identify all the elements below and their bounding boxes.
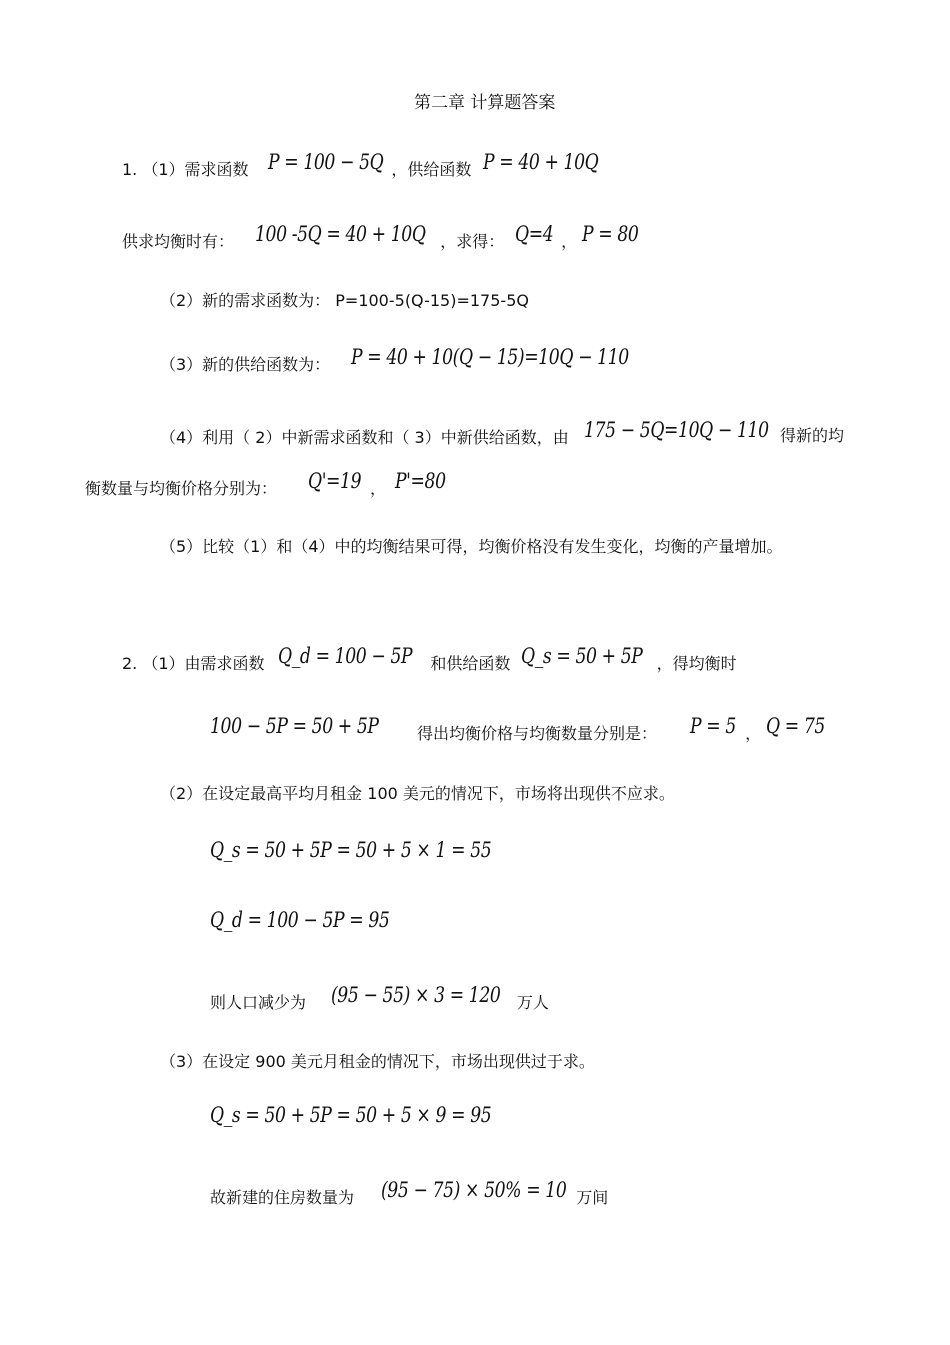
housing-equation: (95 − 75) × 50% = 10 (381, 1178, 567, 1202)
q2-part-3: （3）在设定 900 美元月租金的情况下，市场出现供过于求。 (160, 1052, 595, 1071)
text-fragment: ，得均衡时 (656, 654, 737, 673)
separator: ， (745, 724, 762, 743)
q1-part-4-cont (85, 469, 457, 500)
housing-line (210, 1178, 609, 1209)
q-result: Q=4 (515, 222, 554, 246)
text-fragment: （4）利用（ 2）中新需求函数和（ 3）中新供给函数，由 (160, 428, 569, 447)
q1-line-2 (122, 222, 651, 253)
text-fragment: 万间 (576, 1188, 609, 1207)
q1-part-4 (160, 418, 809, 449)
text-fragment: ，供给函数 (391, 160, 472, 179)
equilibrium-equation: 100 − 5P = 50 + 5P (210, 714, 379, 738)
text-fragment: 得新的均 (780, 426, 845, 445)
new-equilibrium-equation: 175 − 5Q=10Q − 110 (583, 418, 769, 442)
equation: Q_s = 50 + 5P = 50 + 5 × 1 = 55 (210, 838, 492, 862)
supply-quantity-equation (210, 838, 553, 869)
q2-label: 2. （1）由需求函数 (122, 654, 265, 673)
new-supply-equation: P = 40 + 10(Q − 15)=10Q − 110 (351, 345, 630, 369)
q1-line-1 (122, 150, 623, 181)
p-result: P = 80 (582, 222, 639, 246)
q-result: Q = 75 (766, 714, 826, 738)
demand-equation: P = 100 − 5Q (267, 150, 384, 174)
p-result: P = 5 (690, 714, 736, 738)
text-fragment: 和供给函数 (430, 654, 511, 673)
supply-quantity-equation-2 (210, 1103, 553, 1134)
text-fragment: 故新建的住房数量为 (210, 1188, 355, 1207)
q2-part-2: （2）在设定最高平均月租金 100 美元的情况下，市场将出现供不应求。 (160, 784, 675, 803)
supply-equation: Q_s = 50 + 5P (521, 644, 643, 668)
demand-quantity-equation (210, 908, 429, 939)
equation: Q_s = 50 + 5P = 50 + 5 × 9 = 95 (210, 1103, 492, 1127)
page-title: 第二章 计算题答案 (414, 93, 556, 113)
q1-part-5: （5）比较（1）和（4）中的均衡结果可得，均衡价格没有发生变化，均衡的产量增加。 (160, 537, 783, 556)
q2-line-2 (210, 714, 416, 745)
new-q-result: Q'=19 (308, 469, 362, 493)
separator: ， (561, 232, 578, 251)
q1-part-2: （2）新的需求函数为： P=100-5(Q-15)=175-5Q (160, 291, 529, 310)
demand-equation: Q_d = 100 − 5P (277, 644, 412, 668)
text-fragment: 万人 (516, 993, 549, 1012)
text-fragment: 得出均衡价格与均衡数量分别是： (417, 724, 658, 743)
q2-line-2-result (417, 714, 838, 745)
text-fragment: 衡数量与均衡价格分别为： (85, 479, 278, 498)
text-fragment: 则人口减少为 (210, 993, 307, 1012)
q1-part-3 (160, 345, 690, 376)
population-line (210, 983, 549, 1014)
separator: ， (370, 479, 387, 498)
q2-line-1 (122, 644, 737, 675)
text-fragment: ，求得： (440, 232, 505, 251)
equilibrium-equation: 100 -5Q = 40 + 10Q (255, 222, 426, 246)
supply-equation: P = 40 + 10Q (482, 150, 598, 174)
q1-label: 1. （1）需求函数 (122, 160, 249, 179)
new-p-result: P'=80 (395, 469, 446, 493)
text-fragment: （3）新的供给函数为： (160, 355, 331, 374)
equation: Q_d = 100 − 5P = 95 (210, 908, 390, 932)
population-equation: (95 − 55) × 3 = 120 (331, 983, 501, 1007)
text-fragment: 供求均衡时有： (122, 232, 235, 251)
